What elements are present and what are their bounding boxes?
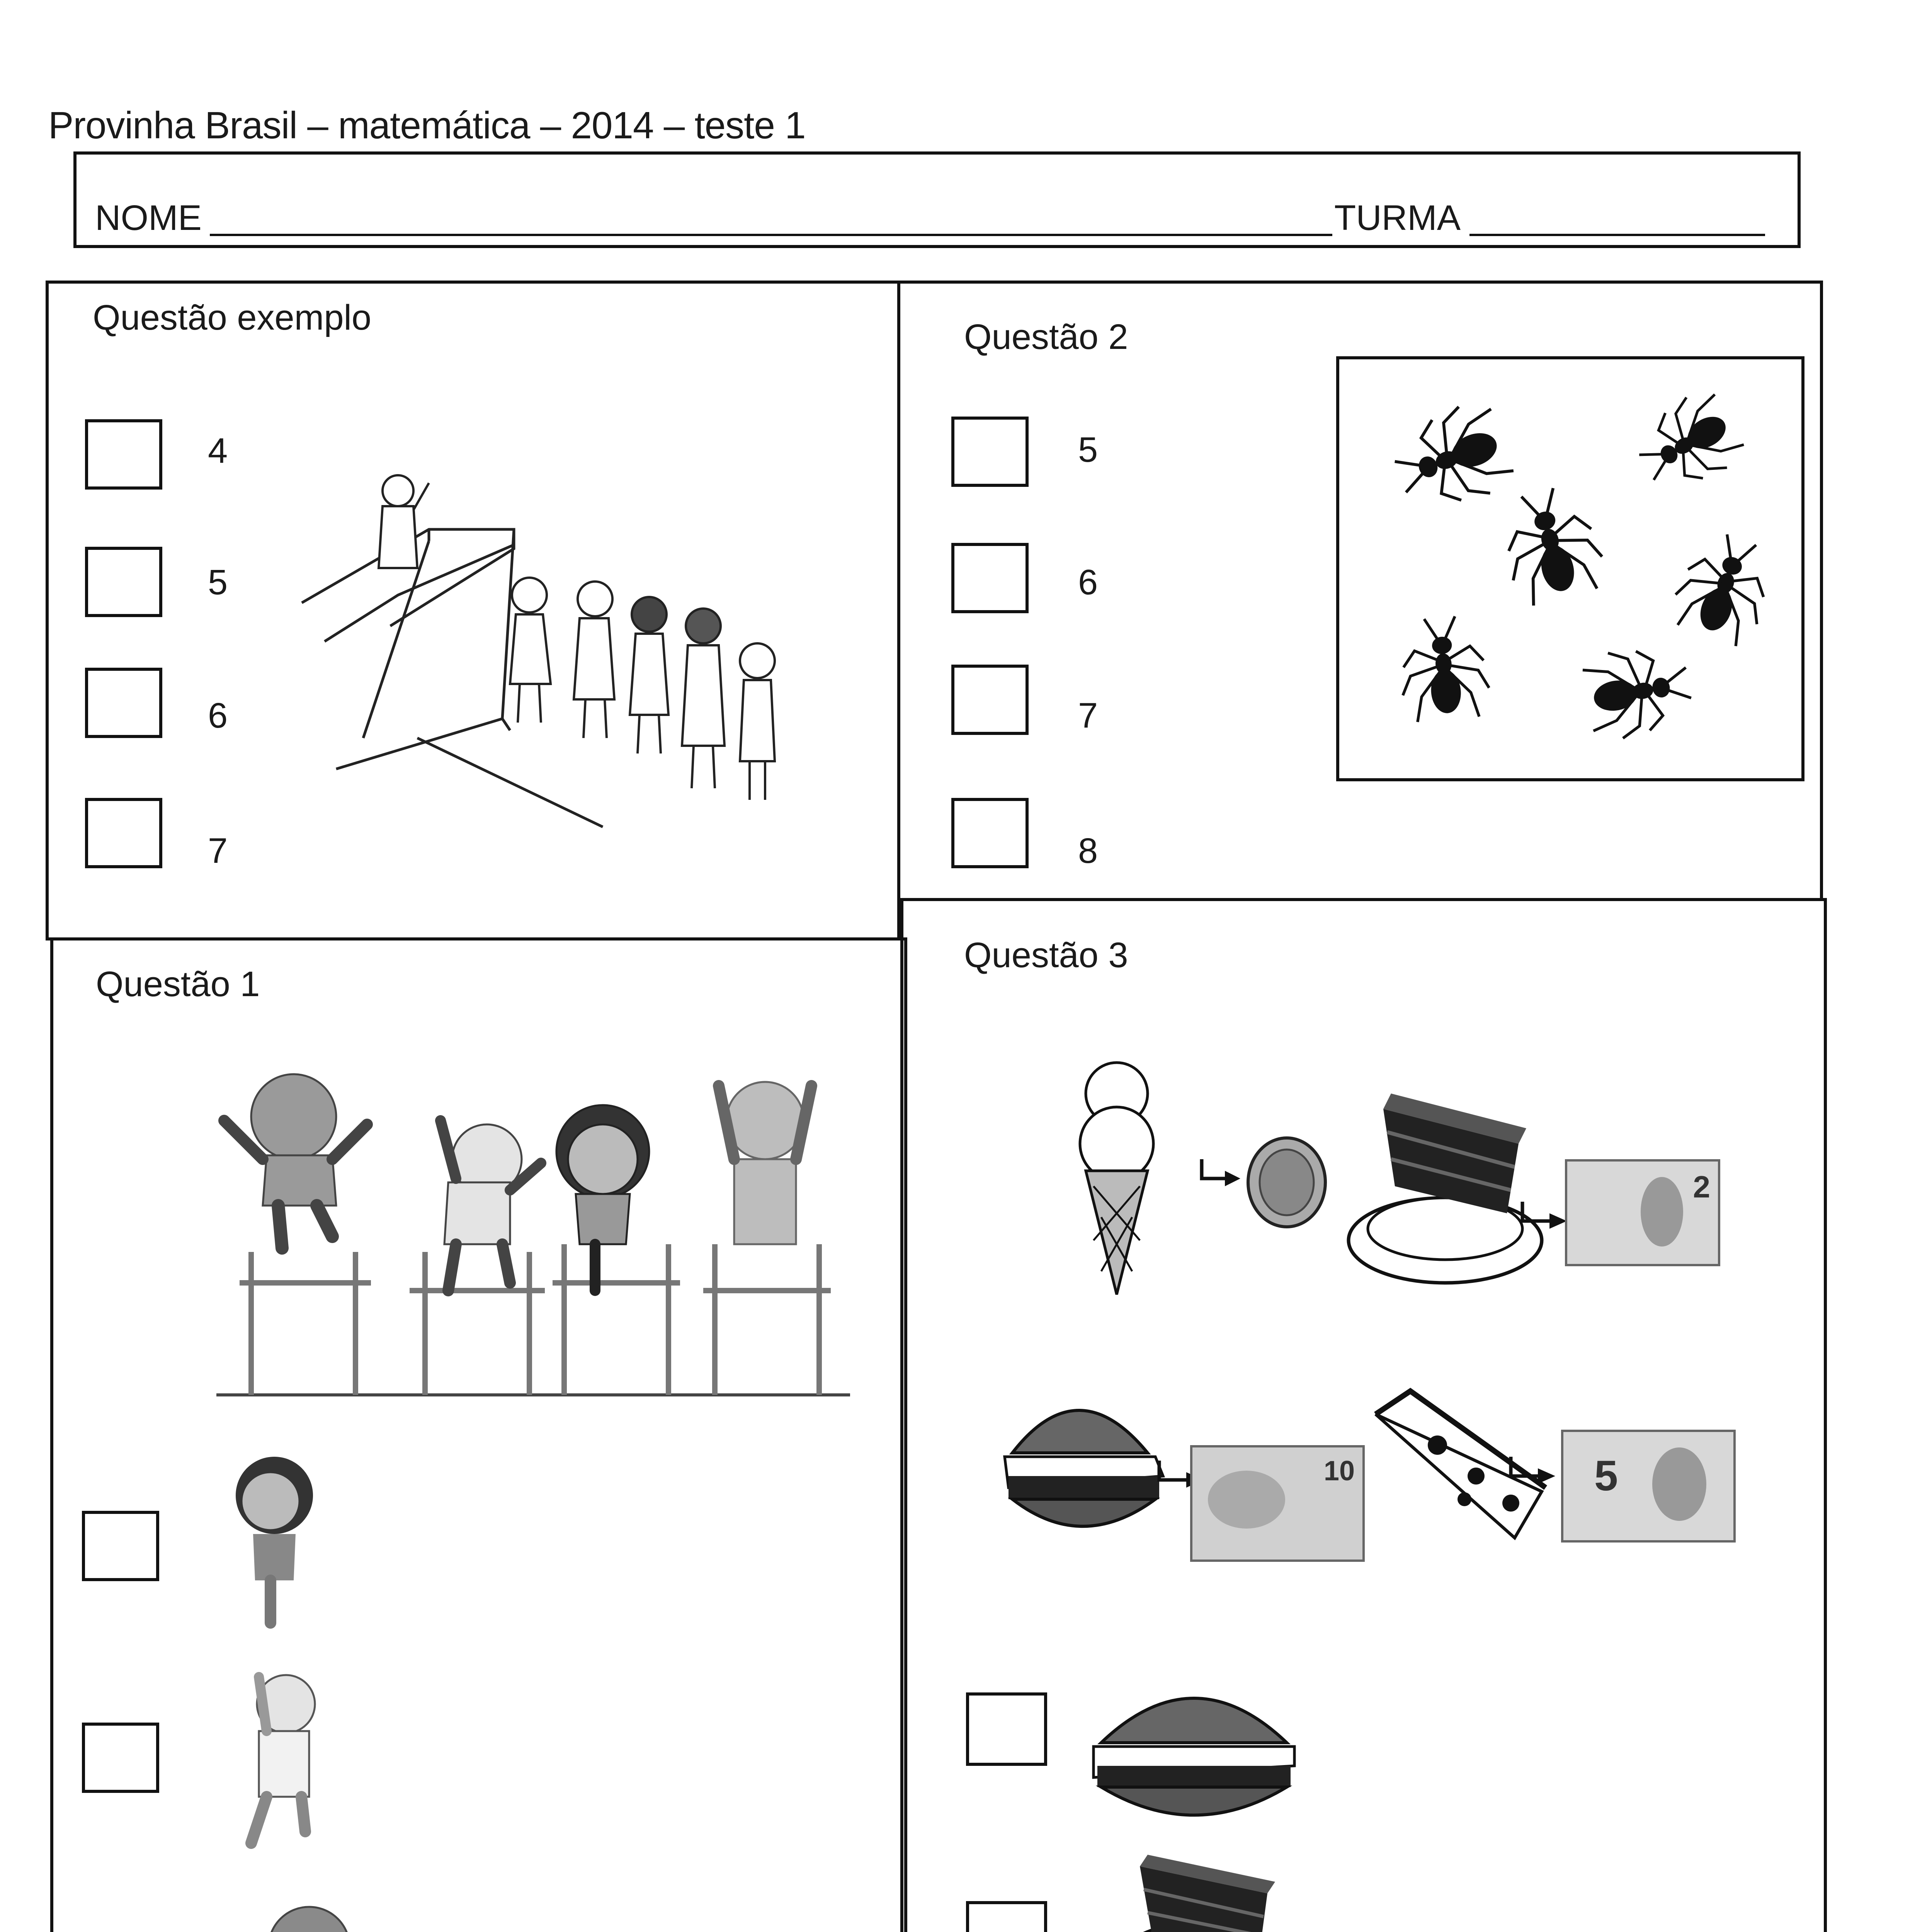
jumper-boy-1	[224, 1074, 367, 1248]
option-label: 6	[1078, 563, 1098, 602]
ant-icon	[1666, 525, 1782, 650]
jumper-boy-2	[440, 1121, 541, 1291]
banknote-value: 2	[1693, 1170, 1710, 1204]
option-checkbox-5[interactable]	[85, 547, 162, 617]
questao-exemplo-title: Questão exemplo	[93, 298, 372, 337]
banknote-2	[1565, 1159, 1720, 1266]
arrow-icon	[1507, 1453, 1561, 1503]
arrow-icon	[1519, 1198, 1573, 1248]
questao-2-title: Questão 2	[964, 317, 1128, 357]
children-queue	[510, 578, 775, 800]
banknote-portrait	[1208, 1471, 1285, 1529]
questao-1-title: Questão 1	[96, 964, 260, 1004]
option-checkbox-4[interactable]	[85, 419, 162, 490]
option-label: 7	[1078, 696, 1098, 735]
hamburger-icon	[1086, 1669, 1302, 1832]
ant-icon	[1493, 480, 1609, 609]
option-checkbox-boy-white[interactable]	[82, 1723, 159, 1793]
boy-jumping-figure	[220, 1897, 413, 1932]
option-label: 7	[208, 831, 228, 871]
banknote-portrait	[1652, 1447, 1706, 1521]
banknote-value: 10	[1323, 1456, 1355, 1486]
option-checkbox-cake[interactable]	[966, 1901, 1047, 1932]
girl-figure	[216, 1453, 332, 1638]
banknote-10	[1190, 1445, 1365, 1562]
option-label: 5	[208, 563, 228, 602]
queue-illustration	[301, 468, 850, 827]
option-checkbox-5[interactable]	[951, 417, 1029, 487]
option-label: 8	[1078, 831, 1098, 871]
option-checkbox-6[interactable]	[951, 543, 1029, 613]
boy-white-figure	[228, 1665, 336, 1859]
ant-icon	[1580, 640, 1696, 743]
cake-icon	[1345, 1086, 1546, 1291]
teacher-figure	[379, 475, 429, 568]
class-field[interactable]	[1469, 234, 1765, 236]
banknote-5	[1561, 1430, 1736, 1543]
coin-icon	[1240, 1132, 1333, 1233]
ants-illustration	[1336, 356, 1804, 781]
option-label: 6	[208, 696, 228, 735]
name-label: NOME	[95, 198, 202, 238]
ant-icon	[1626, 384, 1750, 503]
name-field[interactable]	[210, 234, 1332, 236]
option-label: 5	[1078, 430, 1098, 469]
ant-icon	[1385, 397, 1518, 520]
hurdles-illustration	[216, 1043, 850, 1403]
ant-icon	[1396, 614, 1492, 723]
name-box	[73, 151, 1801, 248]
option-checkbox-7[interactable]	[85, 798, 162, 868]
jumper-boy-3	[719, 1082, 811, 1244]
banknote-portrait	[1641, 1177, 1683, 1247]
option-checkbox-8[interactable]	[951, 798, 1029, 868]
option-checkbox-6[interactable]	[85, 668, 162, 738]
option-checkbox-hamburger[interactable]	[966, 1692, 1047, 1766]
option-checkbox-girl[interactable]	[82, 1511, 159, 1581]
jumper-girl	[556, 1105, 649, 1291]
page-title: Provinha Brasil – matemática – 2014 – teste 1	[48, 104, 806, 146]
hamburger-icon	[1001, 1376, 1167, 1557]
option-label: 4	[208, 431, 228, 471]
questao-3-title: Questão 3	[964, 935, 1128, 975]
option-checkbox-7[interactable]	[951, 665, 1029, 735]
cake-icon	[1113, 1851, 1291, 1932]
banknote-value: 5	[1594, 1452, 1618, 1500]
class-label: TURMA	[1334, 198, 1461, 238]
arrow-icon	[1198, 1155, 1244, 1206]
